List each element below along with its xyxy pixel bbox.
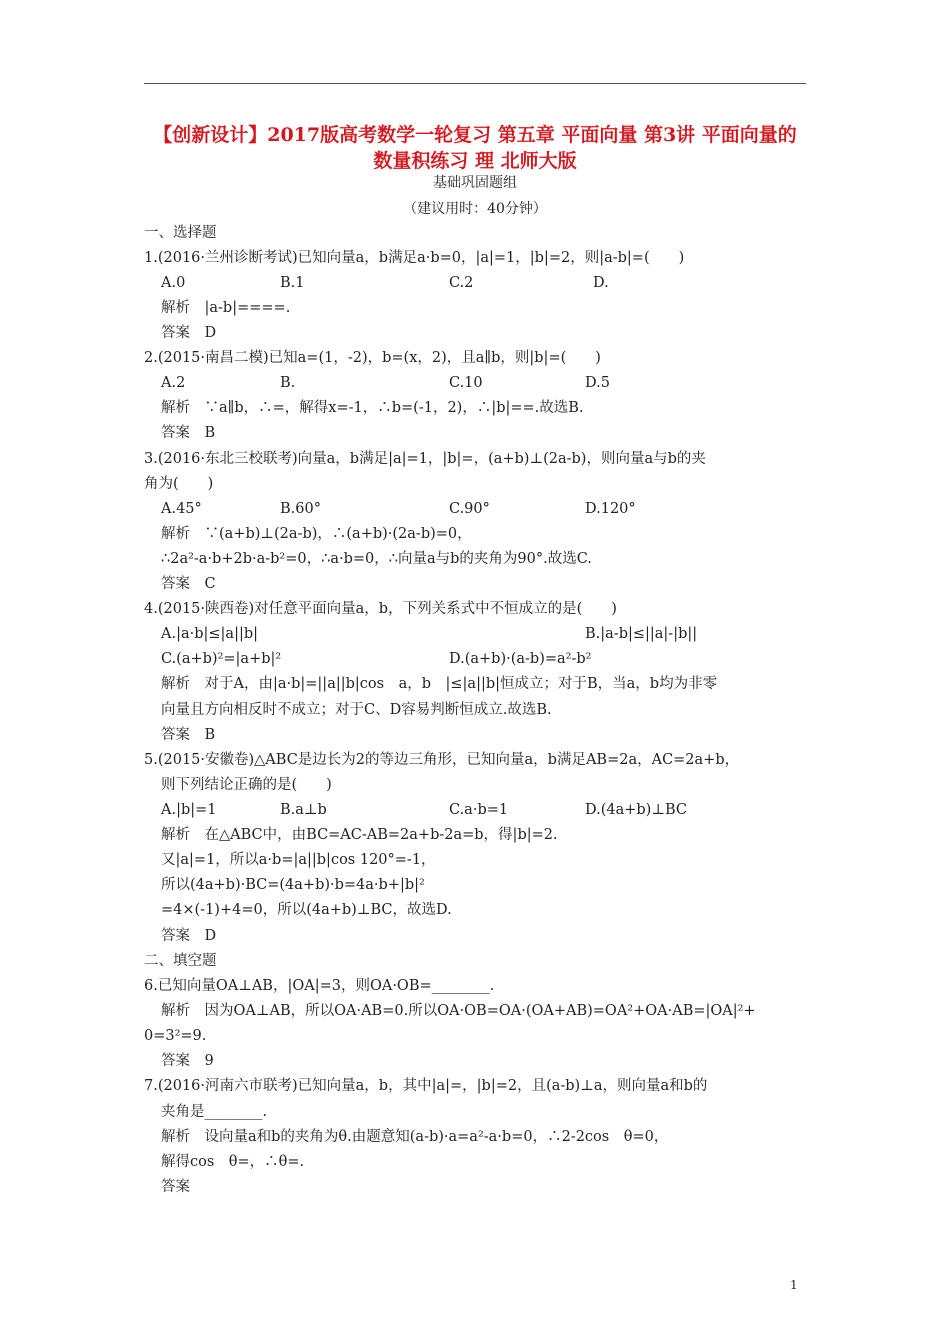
q1-option-a: A.0: [161, 275, 186, 291]
q5-stem-line2: 则下列结论正确的是( ): [161, 777, 332, 793]
q2-stem: 2.(2015·南昌二模)已知a=(1，-2)，b=(x，2)，且a∥b，则|b|=( ): [144, 350, 601, 366]
q4-analysis-line2: 向量且方向相反时不成立；对于C、D容易判断恒成立.故选B.: [161, 702, 552, 718]
q4-option-b: B.|a-b|≤||a|-|b||: [585, 626, 698, 642]
q6-analysis-line1: 解析 因为OA⊥AB，所以OA·AB=0.所以OA·OB=OA·(OA+AB)=OA²+OA·AB=|OA|²+: [161, 1003, 756, 1019]
page-number: 1: [790, 1278, 798, 1292]
q1-answer: 答案 D: [161, 325, 217, 341]
q5-option-d: D.(4a+b)⊥BC: [585, 802, 687, 818]
q4-option-d: D.(a+b)·(a-b)=a²-b²: [449, 651, 592, 667]
q7-stem-line2: 夹角是________.: [161, 1104, 268, 1120]
q2-option-b: B.: [280, 375, 296, 391]
q3-analysis-line1: 解析 ∵(a+b)⊥(2a-b)，∴(a+b)·(2a-b)=0，: [161, 526, 472, 542]
q7-analysis-line2: 解得cos θ=，∴θ=.: [161, 1154, 305, 1170]
q2-option-a: A.2: [161, 375, 186, 391]
q5-stem-line1: 5.(2015·安徽卷)△ABC是边长为2的等边三角形，已知向量a，b满足AB=2a，AC=2a+b，: [144, 752, 740, 768]
q6-stem: 6.已知向量OA⊥AB，|OA|=3，则OA·OB=________.: [144, 978, 495, 994]
q4-stem: 4.(2015·陕西卷)对任意平面向量a，b，下列关系式中不恒成立的是( ): [144, 601, 617, 617]
q2-answer: 答案 B: [161, 425, 216, 441]
q3-answer: 答案 C: [161, 576, 216, 592]
q4-answer: 答案 B: [161, 727, 216, 743]
q3-option-b: B.60°: [280, 501, 321, 517]
q3-option-c: C.90°: [449, 501, 490, 517]
q3-stem-line1: 3.(2016·东北三校联考)向量a，b满足|a|=1，|b|=，(a+b)⊥(2a-b)，则向量a与b的夹: [144, 451, 706, 467]
time-note: （建议用时：40分钟）: [403, 201, 547, 217]
q5-analysis-line4: =4×(-1)+4=0，所以(4a+b)⊥BC，故选D.: [161, 902, 452, 918]
q7-stem-line1: 7.(2016·河南六市联考)已知向量a，b，其中|a|=，|b|=2，且(a-b)⊥a，则向量a和b的: [144, 1078, 708, 1094]
q1-stem: 1.(2016·兰州诊断考试)已知向量a，b满足a·b=0，|a|=1，|b|=2，则|a-b|=( ): [144, 250, 685, 266]
q4-analysis-line1: 解析 对于A，由|a·b|=||a||b|cos a，b |≤|a||b|恒成立；对于B，当a，b均为非零: [161, 676, 718, 692]
document-title: 【创新设计】2017版高考数学一轮复习 第五章 平面向量 第3讲 平面向量的数量积练习 理 北师大版: [153, 124, 797, 172]
q4-option-c: C.(a+b)²=|a+b|²: [161, 651, 282, 667]
q7-answer: 答案: [161, 1179, 190, 1195]
q3-analysis-line2: ∴2a²-a·b+2b·a-b²=0，∴a·b=0，∴向量a与b的夹角为90°.故选C.: [161, 551, 592, 567]
q3-option-d: D.120°: [585, 501, 636, 517]
q5-option-b: B.a⊥b: [280, 802, 327, 818]
q7-analysis-line1: 解析 设向量a和b的夹角为θ.由题意知(a-b)·a=a²-a·b=0，∴2-2cos θ=0，: [161, 1129, 669, 1145]
q5-option-c: C.a·b=1: [449, 802, 509, 818]
header-rule: [144, 83, 806, 84]
q6-analysis-line2: 0=3²=9.: [144, 1028, 207, 1044]
q1-option-c: C.2: [449, 275, 474, 291]
section-fill-heading: 二、填空题: [144, 953, 217, 969]
q4-option-a: A.|a·b|≤|a||b|: [161, 626, 259, 642]
q5-option-a: A.|b|=1: [161, 802, 217, 818]
q1-option-b: B.1: [280, 275, 305, 291]
q5-analysis-line1: 解析 在△ABC中，由BC=AC-AB=2a+b-2a=b，得|b|=2.: [161, 827, 558, 843]
q6-answer: 答案 9: [161, 1053, 214, 1069]
q1-analysis: 解析 |a-b|====.: [161, 300, 291, 316]
q5-answer: 答案 D: [161, 928, 217, 944]
q3-option-a: A.45°: [161, 501, 202, 517]
q2-analysis: 解析 ∵a∥b，∴=，解得x=-1，∴b=(-1，2)，∴|b|==.故选B.: [161, 400, 584, 416]
q5-analysis-line3: 所以(4a+b)·BC=(4a+b)·b=4a·b+|b|²: [161, 877, 425, 893]
q5-analysis-line2: 又|a|=1，所以a·b=|a||b|cos 120°=-1，: [161, 852, 436, 868]
section-choice-heading: 一、选择题: [144, 225, 217, 241]
q3-stem-line2: 角为( ): [144, 476, 214, 492]
q2-option-d: D.5: [585, 375, 610, 391]
section-group-heading: 基础巩固题组: [433, 175, 517, 191]
q2-option-c: C.10: [449, 375, 483, 391]
q1-option-d: D.: [593, 275, 609, 291]
